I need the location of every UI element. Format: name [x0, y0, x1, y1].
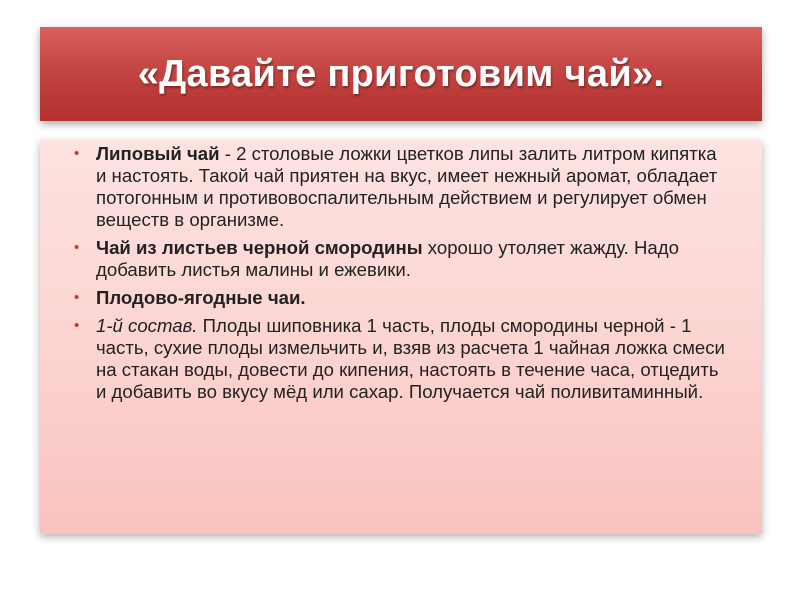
bullet-icon: • [74, 239, 80, 256]
item-text: хорошо утоляет жажду. Надо добавить листья малины и ежевики. [96, 237, 679, 280]
bullet-icon: • [74, 145, 80, 162]
bullet-icon: • [74, 317, 80, 334]
title-banner [40, 27, 762, 121]
item-heading: 1-й состав. [96, 315, 198, 336]
slide-title: «Давайте приготовим чай». [137, 52, 665, 95]
list-item-linden-tea [74, 143, 732, 231]
item-heading: Плодово-ягодные чаи. [96, 287, 306, 308]
item-heading: Липовый чай [96, 143, 220, 164]
list-item-recipe-1 [74, 315, 732, 403]
list-item-currant-tea [74, 237, 732, 281]
bullet-list [74, 143, 732, 403]
item-text: Плоды шиповника 1 часть, плоды смородины черной - 1 часть, сухие плоды измельчить и, взяв из расчета 1 чайная ложка смеси на стакан воды, довести до кипения, настоять в течение часа, отцедить и добавить во вкусу мёд или сахар. Получается чай поливитаминный. [96, 315, 725, 402]
list-item-fruit-tea [74, 287, 732, 309]
item-text: - 2 столовые ложки цветков липы залить литром кипятка и настоять. Такой чай приятен на вкус, имеет нежный аромат, обладает потогонным и противовоспалительным действием и регулирует обмен веществ в организме. [96, 143, 718, 230]
item-heading: Чай из листьев черной смородины [96, 237, 423, 258]
bullet-icon: • [74, 289, 80, 306]
content-panel [40, 140, 762, 534]
